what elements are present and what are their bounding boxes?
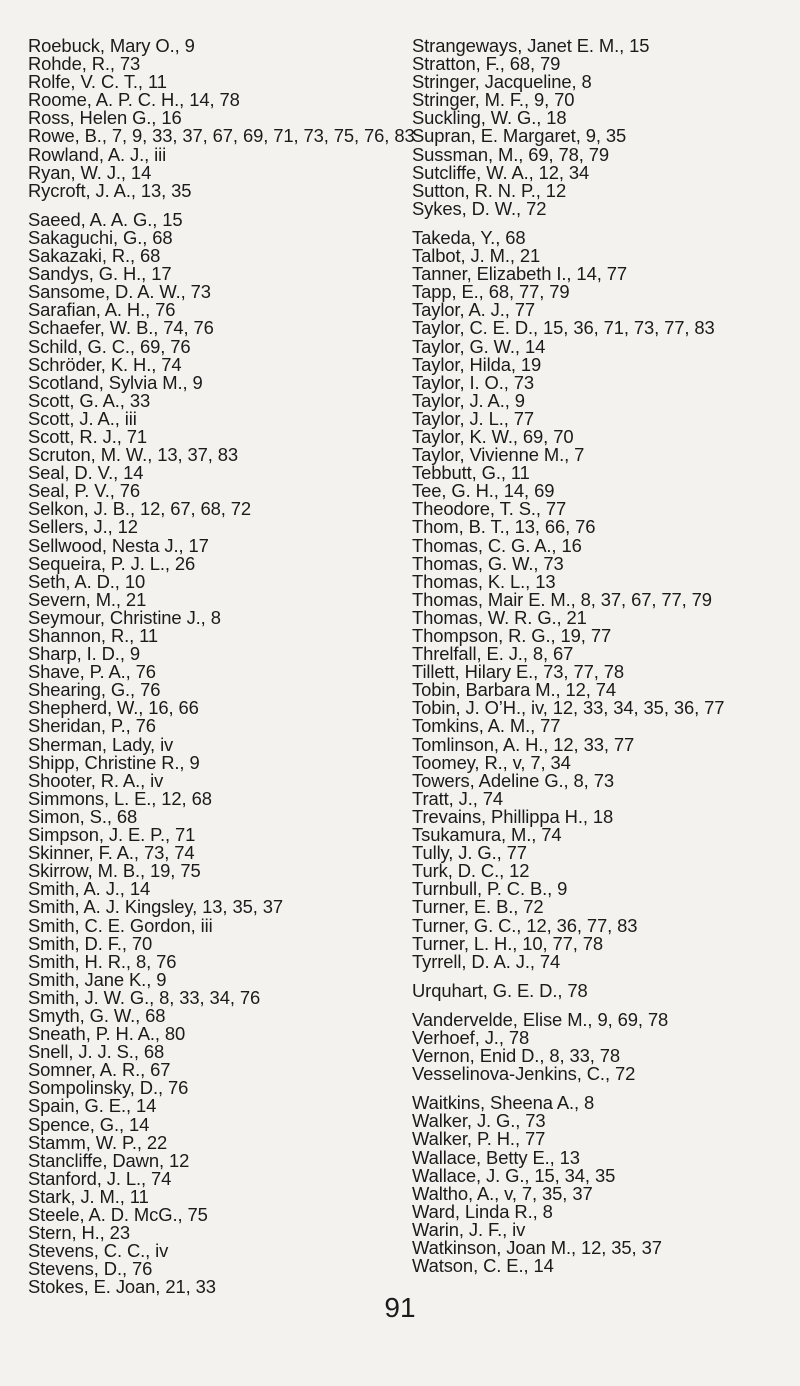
index-entry: Turner, L. H., 10, 77, 78: [412, 932, 604, 954]
index-entry: Simmons, L. E., 12, 68: [28, 787, 212, 809]
index-entry: Stringer, M. F., 9, 70: [412, 89, 575, 111]
index-entry: Shipp, Christine R., 9: [28, 751, 200, 773]
index-entry: Watkinson, Joan M., 12, 35, 37: [412, 1237, 662, 1258]
index-entry: Waitkins, Sheena A., 8: [412, 1092, 595, 1114]
index-entry: Tratt, J., 74: [412, 787, 504, 809]
index-entry: Shearing, G., 76: [28, 679, 161, 701]
index-entry: Turnbull, P. C. B., 9: [412, 878, 568, 900]
index-entry: Suckling, W. G., 18: [412, 107, 567, 129]
index-entry: Taylor, I. O., 73: [412, 371, 534, 393]
index-entry: Urquhart, G. E. D., 78: [412, 979, 588, 1001]
index-entry: Scott, G. A., 33: [28, 389, 151, 411]
index-entry: Simon, S., 68: [28, 805, 138, 827]
index-entry: Taylor, J. A., 9: [412, 389, 525, 411]
index-entry: Thom, B. T., 13, 66, 76: [412, 516, 596, 538]
page-number: 91: [384, 1292, 416, 1323]
index-entry: Taylor, A. J., 77: [412, 299, 536, 321]
index-entry: Rowe, B., 7, 9, 33, 37, 67, 69, 71, 73, 75, 76, 83: [28, 125, 415, 147]
index-letter-group: [28, 35, 415, 201]
index-entry: Selkon, J. B., 12, 67, 68, 72: [28, 498, 252, 520]
index-entry: Smith, J. W. G., 8, 33, 34, 76: [28, 986, 261, 1008]
index-entry: Stokes, E. Joan, 21, 33: [28, 1276, 216, 1298]
index-entry: Sutton, R. N. P., 12: [412, 179, 567, 201]
index-entry: Tyrrell, D. A. J., 74: [412, 950, 561, 972]
index-entry: Smith, A. J., 14: [28, 878, 151, 900]
index-entry: Wallace, Betty E., 13: [412, 1146, 580, 1168]
index-letter-group: [28, 208, 403, 1298]
index-entry: Spain, G. E., 14: [28, 1095, 157, 1117]
index-entry: Sussman, M., 69, 78, 79: [412, 143, 610, 165]
index-entry: Smith, Jane K., 9: [28, 968, 167, 990]
right-column: [412, 37, 797, 1275]
index-entry: Smith, H. R., 8, 76: [28, 950, 177, 972]
index-entry: Rohde, R., 73: [28, 53, 141, 75]
index-entry: Waltho, A., v, 7, 35, 37: [412, 1182, 593, 1204]
index-entry: Taylor, K. W., 69, 70: [412, 425, 574, 447]
index-entry: Smyth, G. W., 68: [28, 1004, 166, 1026]
index-entry: Skirrow, M. B., 19, 75: [28, 860, 201, 882]
index-entry: Simpson, J. E. P., 71: [28, 824, 196, 846]
index-entry: Theodore, T. S., 77: [412, 498, 567, 520]
index-entry: Seal, D. V., 14: [28, 462, 144, 484]
index-entry: Thomas, W. R. G., 21: [412, 606, 587, 628]
index-entry: Sheridan, P., 76: [28, 715, 156, 737]
index-entry: Sompolinsky, D., 76: [28, 1077, 189, 1099]
index-entry: Scott, J. A., iii: [28, 407, 137, 429]
index-entry: Towers, Adeline G., 8, 73: [412, 769, 614, 791]
index-entry: Sutcliffe, W. A., 12, 34: [412, 161, 590, 183]
index-entry: Tapp, E., 68, 77, 79: [412, 281, 570, 303]
index-entry: Wallace, J. G., 15, 34, 35: [412, 1164, 616, 1186]
index-entry: Smith, C. E. Gordon, iii: [28, 914, 213, 936]
index-entry: Taylor, C. E. D., 15, 36, 71, 73, 77, 83: [412, 317, 715, 339]
index-entry: Ward, Linda R., 8: [412, 1200, 553, 1222]
index-entry: Smith, D. F., 70: [28, 932, 153, 954]
index-entry: Thomas, G. W., 73: [412, 552, 564, 574]
index-entry: Taylor, G. W., 14: [412, 335, 546, 357]
index-entry: Stratton, F., 68, 79: [412, 53, 561, 75]
index-entry: Schaefer, W. B., 74, 76: [28, 317, 214, 339]
index-entry: Severn, M., 21: [28, 588, 147, 610]
index-entry: Thomas, Mair E. M., 8, 37, 67, 77, 79: [412, 588, 712, 610]
index-entry: Scotland, Sylvia M., 9: [28, 371, 203, 393]
index-entry: Sneath, P. H. A., 80: [28, 1023, 186, 1045]
left-column: [28, 35, 415, 1298]
index-entry: Taylor, Hilda, 19: [412, 353, 542, 375]
index-entry: Thomas, C. G. A., 16: [412, 534, 582, 556]
index-entry: Seymour, Christine J., 8: [28, 606, 221, 628]
index-entry: Shannon, R., 11: [28, 625, 159, 646]
index-entry: Roebuck, Mary O., 9: [28, 35, 195, 56]
index-entry: Sequeira, P. J. L., 26: [28, 552, 196, 574]
index-entry: Sellwood, Nesta J., 17: [28, 534, 209, 556]
index-entry: Toomey, R., v, 7, 34: [412, 751, 571, 773]
index-entry: Vernon, Enid D., 8, 33, 78: [412, 1045, 621, 1067]
index-entry: Watson, C. E., 14: [412, 1255, 554, 1277]
index-entry: Sharp, I. D., 9: [28, 643, 140, 665]
index-entry: Shepherd, W., 16, 66: [28, 697, 199, 719]
index-entry: Stamm, W. P., 22: [28, 1131, 168, 1153]
index-entry: Stanford, J. L., 74: [28, 1167, 172, 1189]
index-entry: Tobin, J. O’H., iv, 12, 33, 34, 35, 36, 77: [412, 697, 725, 719]
index-letter-group: [412, 37, 797, 218]
index-entry: Tsukamura, M., 74: [412, 824, 562, 846]
index-entry: Seal, P. V., 76: [28, 480, 141, 502]
index-entry: Sarafian, A. H., 76: [28, 299, 176, 321]
index-entry: Strangeways, Janet E. M., 15: [412, 35, 650, 56]
index-letter-group: [412, 979, 797, 1001]
index-entry: Supran, E. Margaret, 9, 35: [412, 125, 627, 147]
index-entry: Stevens, C. C., iv: [28, 1240, 169, 1262]
index-entry: Vesselinova-Jenkins, C., 72: [412, 1063, 636, 1085]
index-entry: Sykes, D. W., 72: [412, 197, 547, 219]
index-entry: Rycroft, J. A., 13, 35: [28, 179, 192, 201]
index-entry: Stevens, D., 76: [28, 1258, 153, 1280]
index-entry: Stringer, Jacqueline, 8: [412, 71, 592, 93]
index-entry: Sandys, G. H., 17: [28, 263, 172, 285]
index-entry: Warin, J. F., iv: [412, 1218, 526, 1240]
index-entry: Smith, A. J. Kingsley, 13, 35, 37: [28, 896, 283, 918]
index-entry: Rowland, A. J., iii: [28, 143, 167, 165]
index-entry: Shave, P. A., 76: [28, 661, 156, 683]
index-entry: Tomkins, A. M., 77: [412, 715, 561, 737]
index-entry: Ross, Helen G., 16: [28, 107, 182, 129]
index-entry: Sakazaki, R., 68: [28, 245, 161, 267]
index-entry: Saeed, A. A. G., 15: [28, 208, 183, 230]
index-entry: Ryan, W. J., 14: [28, 161, 152, 183]
index-entry: Stark, J. M., 11: [28, 1185, 149, 1207]
index-entry: Stern, H., 23: [28, 1222, 130, 1244]
index-entry: Tomlinson, A. H., 12, 33, 77: [412, 733, 635, 755]
index-entry: Vandervelde, Elise M., 9, 69, 78: [412, 1008, 669, 1030]
index-entry: Tobin, Barbara M., 12, 74: [412, 679, 616, 701]
index-entry: Turk, D. C., 12: [412, 860, 530, 882]
index-entry: Turner, G. C., 12, 36, 77, 83: [412, 914, 638, 936]
index-entry: Takeda, Y., 68: [412, 226, 526, 248]
index-entry: Sherman, Lady, iv: [28, 733, 174, 755]
index-entry: Talbot, J. M., 21: [412, 245, 541, 267]
index-letter-group: [412, 226, 797, 972]
index-entry: Schild, G. C., 69, 76: [28, 335, 191, 357]
index-entry: Taylor, J. L., 77: [412, 407, 534, 429]
index-entry: Thomas, K. L., 13: [412, 570, 556, 592]
index-entry: Turner, E. B., 72: [412, 896, 544, 918]
index-entry: Seth, A. D., 10: [28, 570, 146, 592]
index-entry: Snell, J. J. S., 68: [28, 1041, 165, 1063]
index-entry: Roome, A. P. C. H., 14, 78: [28, 89, 240, 111]
index-entry: Sakaguchi, G., 68: [28, 226, 173, 248]
index-entry: Tillett, Hilary E., 73, 77, 78: [412, 661, 624, 683]
index-entry: Tanner, Elizabeth I., 14, 77: [412, 263, 627, 285]
index-entry: Spence, G., 14: [28, 1113, 150, 1135]
index-entry: Scruton, M. W., 13, 37, 83: [28, 444, 239, 466]
index-entry: Tee, G. H., 14, 69: [412, 480, 555, 502]
index-entry: Verhoef, J., 78: [412, 1026, 530, 1048]
index-entry: Tebbutt, G., 11: [412, 462, 530, 484]
index-entry: Tully, J. G., 77: [412, 842, 527, 864]
index-entry: Trevains, Phillippa H., 18: [412, 805, 614, 827]
index-entry: Sellers, J., 12: [28, 516, 138, 538]
index-entry: Shooter, R. A., iv: [28, 769, 164, 791]
index-entry: Schröder, K. H., 74: [28, 353, 182, 375]
index-entry: Taylor, Vivienne M., 7: [412, 444, 585, 466]
index-letter-group: [412, 1094, 797, 1275]
index-entry: Scott, R. J., 71: [28, 425, 148, 447]
index-entry: Rolfe, V. C. T., 11: [28, 71, 167, 93]
index-entry: Steele, A. D. McG., 75: [28, 1204, 208, 1225]
index-entry: Stancliffe, Dawn, 12: [28, 1149, 190, 1171]
index-entry: Sansome, D. A. W., 73: [28, 281, 211, 303]
index-letter-group: [412, 1008, 797, 1085]
index-entry: Skinner, F. A., 73, 74: [28, 842, 195, 864]
index-entry: Walker, J. G., 73: [412, 1110, 546, 1132]
index-entry: Somner, A. R., 67: [28, 1059, 171, 1081]
index-entry: Threlfall, E. J., 8, 67: [412, 643, 574, 665]
index-entry: Walker, P. H., 77: [412, 1128, 546, 1150]
index-entry: Thompson, R. G., 19, 77: [412, 625, 612, 646]
